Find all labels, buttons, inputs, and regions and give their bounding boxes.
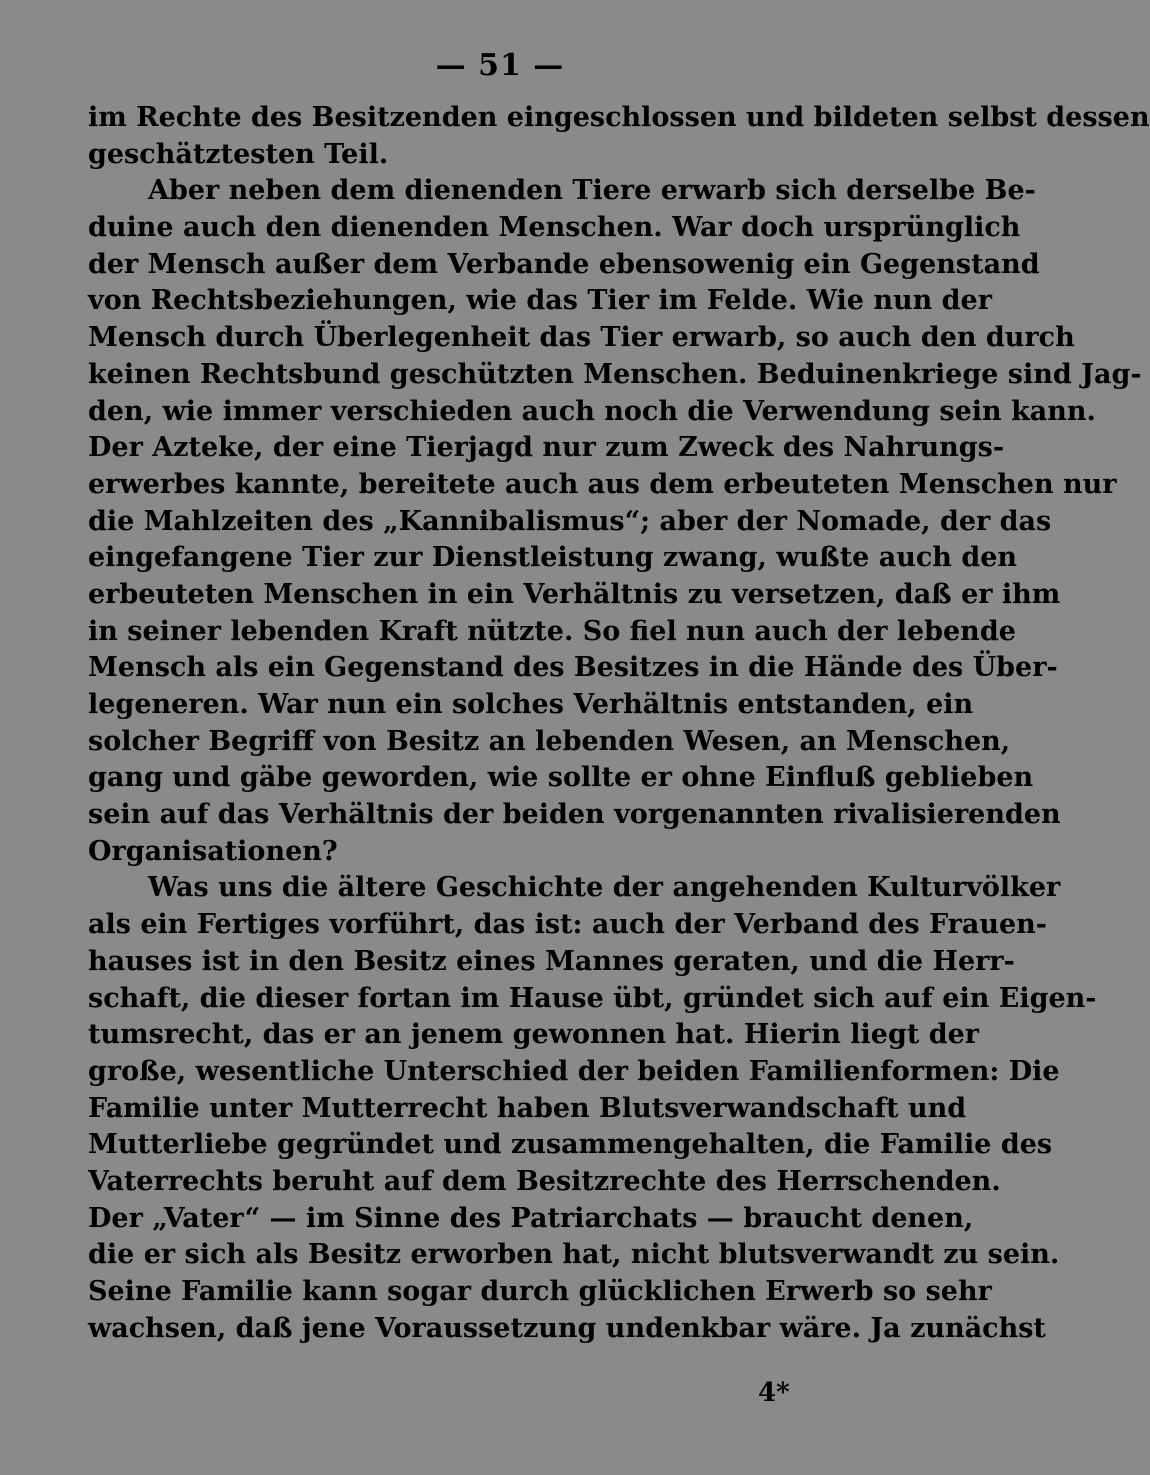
text-line: Der Azteke, der eine Tierjagd nur zum Zweck des Nahrungs- bbox=[88, 432, 1005, 464]
signature-mark: 4* bbox=[758, 1378, 790, 1408]
text-line: geschätztesten Teil. bbox=[88, 138, 389, 170]
text-line: Mensch durch Überlegenheit das Tier erwarb, so auch den durch bbox=[88, 322, 1075, 354]
text-line: Seine Familie kann sogar durch glücklichen Erwerb so sehr bbox=[88, 1276, 992, 1307]
text-line: den, wie immer verschieden auch noch die Verwendung sein kann. bbox=[88, 395, 1096, 427]
text-line: duine auch den dienenden Menschen. War doch ursprünglich bbox=[88, 212, 1021, 244]
text-line: Vaterrechts beruht auf dem Besitzrechte des Herrschenden. bbox=[88, 1165, 1001, 1197]
text-line: große, wesentliche Unterschied der beiden Familienformen: Die bbox=[88, 1055, 1060, 1087]
text-line: in seiner lebenden Kraft nützte. So fiel nun auch der lebende bbox=[88, 615, 1016, 647]
text-line: erbeuteten Menschen in ein Verhältnis zu versetzen, daß er ihm bbox=[88, 578, 1061, 610]
text-line: solcher Begriff von Besitz an lebenden Wesen, an Menschen, bbox=[88, 725, 1011, 757]
text-line: sein auf das Verhältnis der beiden vorgenannten rivalisierenden bbox=[88, 799, 1061, 831]
text-line: Familie unter Mutterrecht haben Blutsverwandschaft und bbox=[88, 1092, 967, 1124]
text-line: schaft, die dieser fortan im Hause übt, gründet sich auf ein Eigen- bbox=[88, 982, 1097, 1014]
text-line: hauses ist in den Besitz eines Mannes geraten, und die Herr- bbox=[88, 945, 1015, 977]
text-line: Aber neben dem dienenden Tiere erwarb sich derselbe Be- bbox=[148, 175, 1036, 207]
text-line: Mutterliebe gegründet und zusammengehalten, die Familie des bbox=[88, 1129, 1053, 1161]
text-line: die er sich als Besitz erworben hat, nicht blutsverwandt zu sein. bbox=[88, 1239, 1060, 1271]
text-line: erwerbes kannte, bereitete auch aus dem erbeuteten Menschen nur bbox=[88, 468, 1117, 500]
text-line: Der „Vater“ — im Sinne des Patriarchats — braucht denen, bbox=[88, 1202, 974, 1234]
page-number-header: — 51 — bbox=[435, 48, 565, 83]
text-line: von Rechtsbeziehungen, wie das Tier im Felde. Wie nun der bbox=[88, 285, 992, 317]
text-line: Organisationen? bbox=[88, 835, 338, 867]
text-line: wachsen, daß jene Voraussetzung undenkbar wäre. Ja zunächst bbox=[88, 1312, 1046, 1344]
text-line: keinen Rechtsbund geschützten Menschen. Beduinenkriege sind Jag- bbox=[88, 358, 1142, 390]
text-line: die Mahlzeiten des „Kannibalismus“; aber der Nomade, der das bbox=[88, 505, 1052, 537]
body-text bbox=[88, 100, 1150, 1347]
text-line: der Mensch außer dem Verbande ebensowenig ein Gegenstand bbox=[88, 248, 1040, 280]
text-line: Mensch als ein Gegenstand des Besitzes in die Hände des Über- bbox=[88, 652, 1058, 684]
text-line: eingefangene Tier zur Dienstleistung zwang, wußte auch den bbox=[88, 542, 1018, 574]
text-line: tumsrecht, das er an jenem gewonnen hat. Hierin liegt der bbox=[88, 1019, 979, 1051]
text-line: als ein Fertiges vorführt, das ist: auch der Verband des Frauen- bbox=[88, 909, 1048, 941]
text-line: legeneren. War nun ein solches Verhältnis entstanden, ein bbox=[88, 689, 974, 720]
text-line: gang und gäbe geworden, wie sollte er ohne Einfluß geblieben bbox=[88, 762, 1034, 794]
text-line: Was uns die ältere Geschichte der angehenden Kulturvölker bbox=[148, 872, 1061, 904]
text-line: im Rechte des Besitzenden eingeschlossen und bildeten selbst dessen bbox=[88, 102, 1150, 133]
